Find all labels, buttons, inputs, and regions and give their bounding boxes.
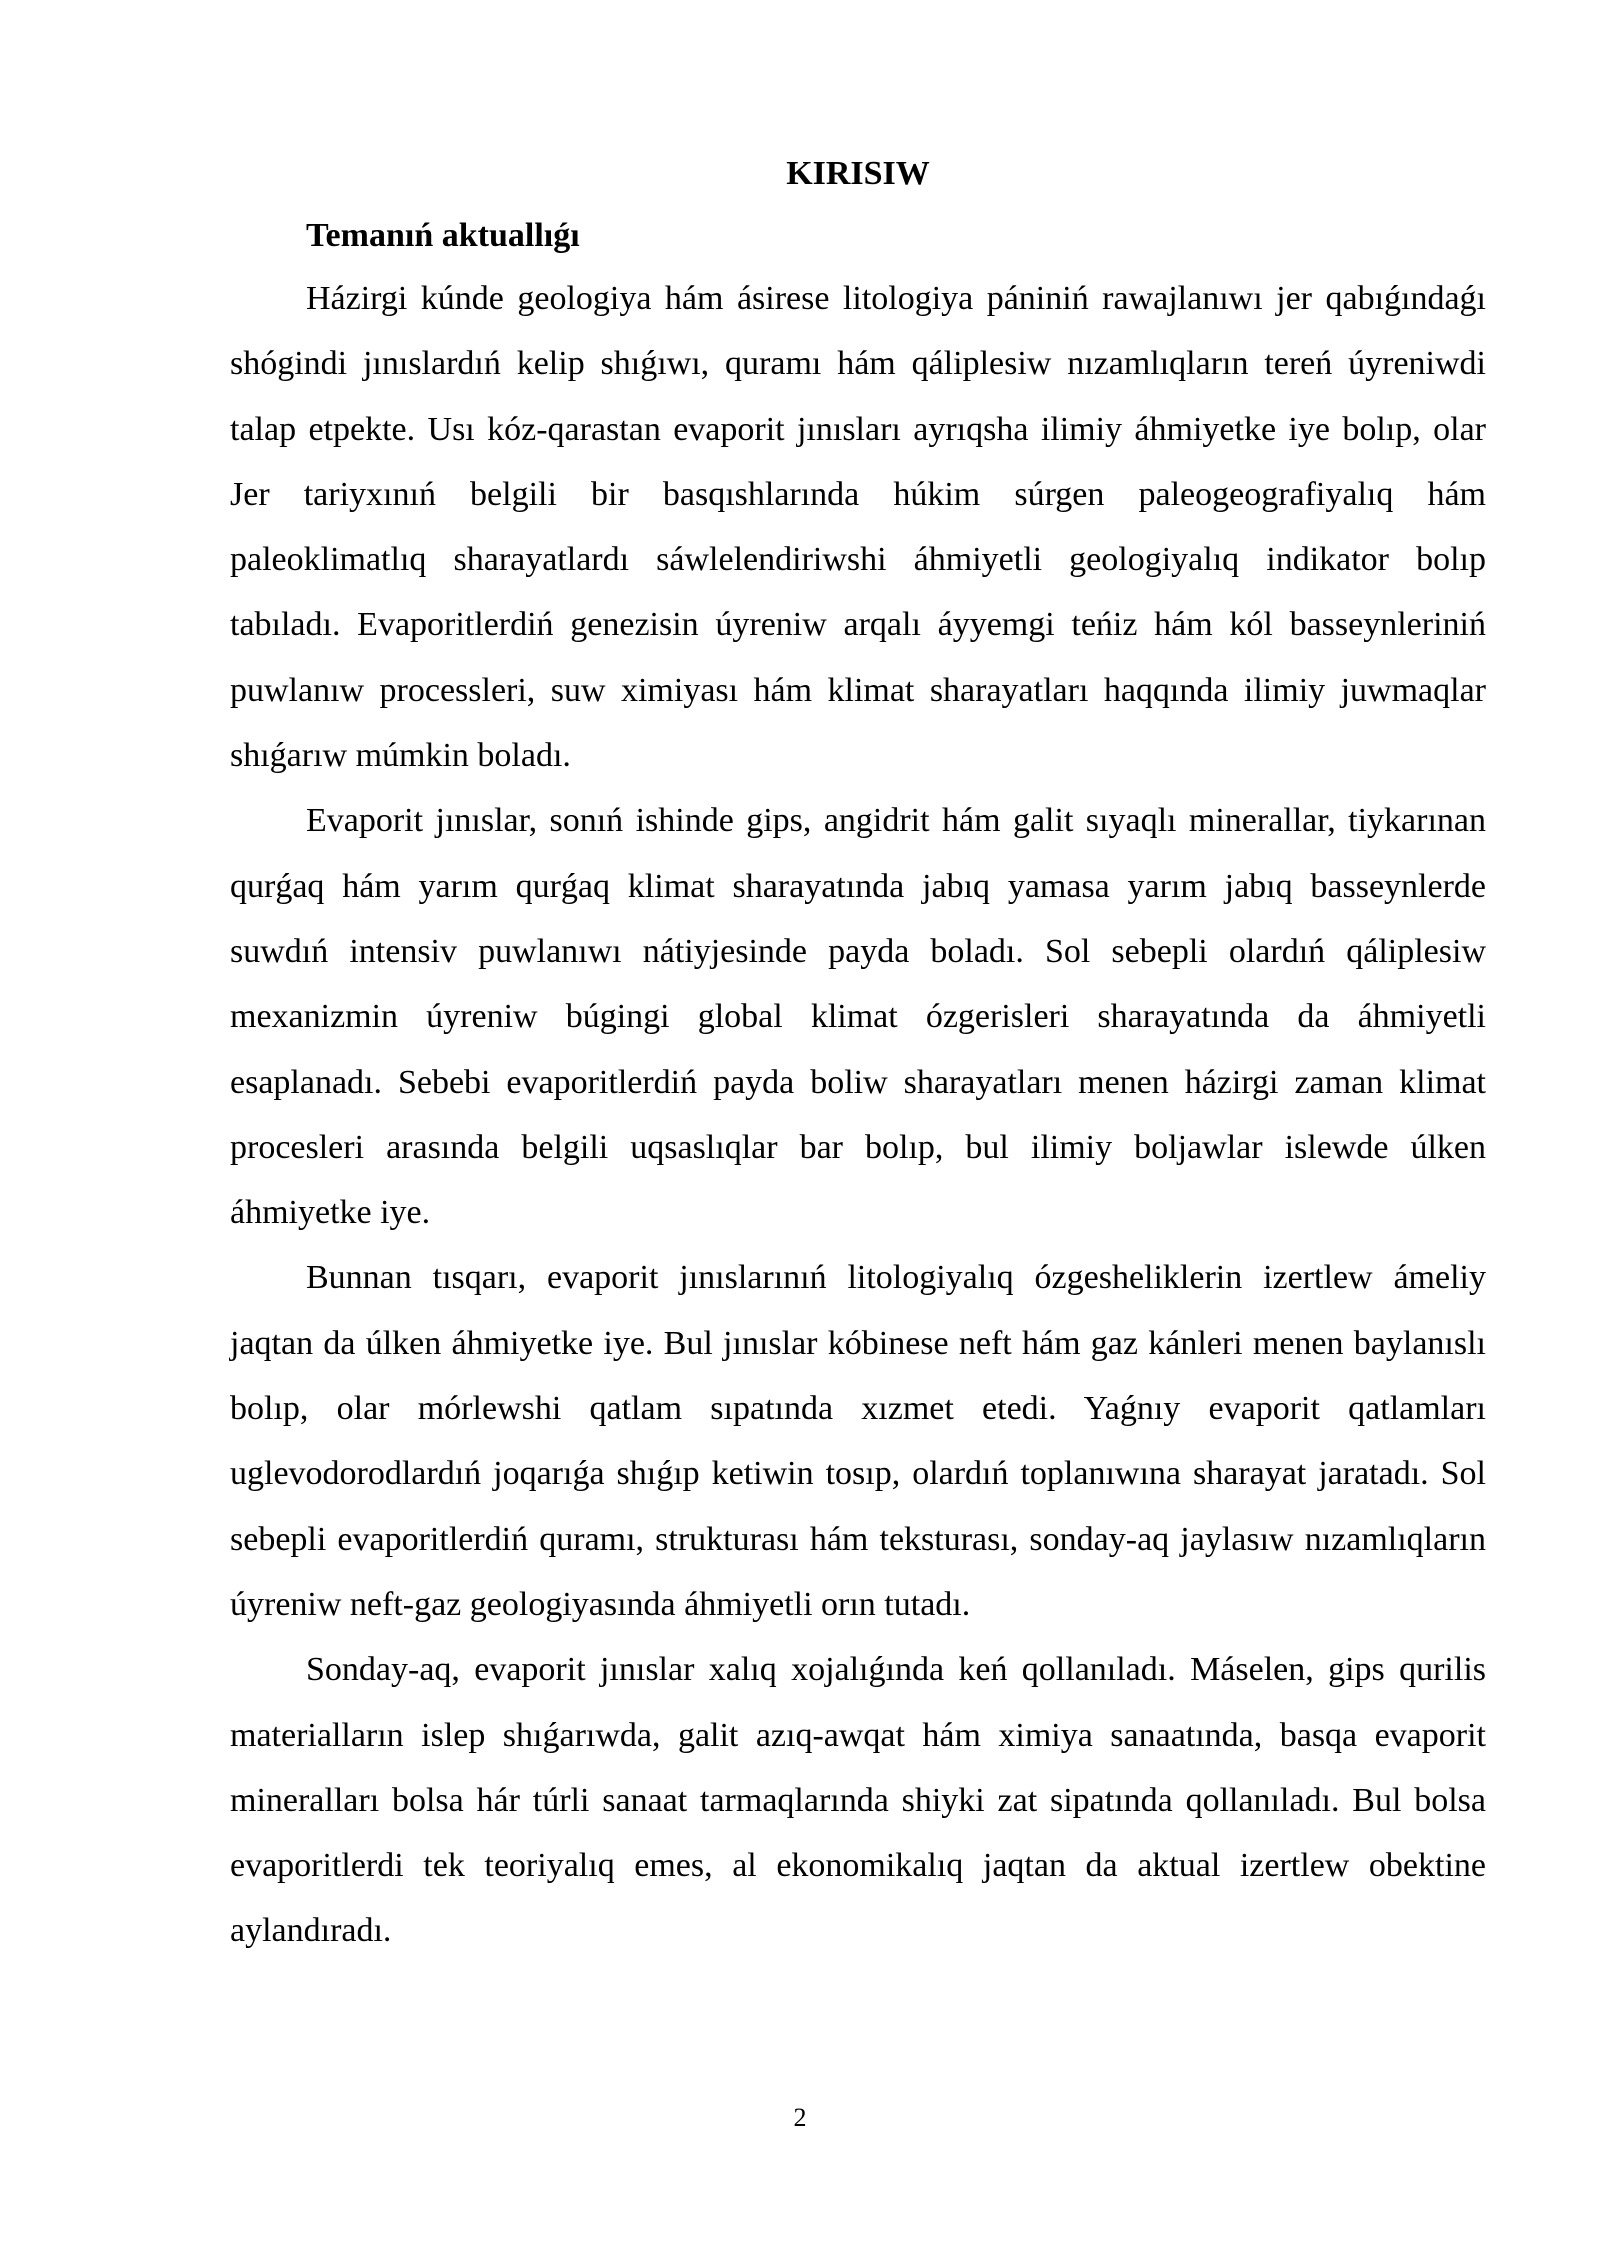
paragraph-3: Bunnan tısqarı, evaporit jınıslarınıń litologiyalıq ózgesheliklerin izertlew ámeliy jaqtan da úlken áhmiyetke iye. Bul jınıslar kóbinese neft hám gaz kánleri menen baylanıslı bolıp, olar mórlewshi qatlam sıpatında xızmet etedi. Yaǵnıy evaporit qatlamları uglevodorodlardıń joqarıǵa shıǵıp ketiwin tosıp, olardıń toplanıwına sharayat jaratadı. Sol sebepli evaporitlerdiń quramı, strukturası hám teksturası, sonday-aq jaylasıw nızamlıqların úyreniw neft-gaz geologiyasında áhmiyetli orın tutadı.: [230, 1259, 1486, 1623]
paragraph-2: Evaporit jınıslar, sonıń ishinde gips, angidrit hám galit sıyaqlı minerallar, tiykarınan qurǵaq hám yarım qurǵaq klimat sharayatında jabıq yamasa yarım jabıq basseynlerde suwdıń intensiv puwlanıwı nátiyjesinde payda boladı. Sol sebepli olardıń qáliplesiw mexanizmin úyreniw búgingi global klimat ózgerisleri sharayatında da áhmiyetli esaplanadı. Sebebi evaporitlerdiń payda boliw sharayatları menen házirgi zaman klimat procesleri arasında belgili uqsaslıqlar bar bolıp, bul ilimiy boljawlar islewde úlken áhmiyetke iye.: [230, 802, 1486, 1232]
page-number: 2: [793, 2103, 807, 2132]
document-page: [230, 150, 1486, 1964]
paragraph-4: Sonday-aq, evaporit jınıslar xalıq xojalıǵında keń qollanıladı. Máselen, gips qurilis materialların islep shıǵarıwda, galit azıq-awqat hám ximiya sanaatında, basqa evaporit mineralları bolsa hár túrli sanaat tarmaqlarında shiyki zat sipatında qollanıladı. Bul bolsa evaporitlerdi tek teoriyalıq emes, al ekonomikalıq jaqtan da aktual izertlew obektine aylandıradı.: [230, 1651, 1486, 1950]
document-title: KIRISIW: [786, 155, 930, 192]
section-heading: Temanıń aktuallıǵı: [306, 217, 580, 254]
paragraph-1: Házirgi kúnde geologiya hám ásirese litologiya pániniń rawajlanıwı jer qabıǵındaǵı shógindi jınıslardıń kelip shıǵıwı, quramı hám qáliplesiw nızamlıqların tereń úyreniwdi talap etpekte. Usı kóz-qarastan evaporit jınısları ayrıqsha ilimiy áhmiyetke iye bolıp, olar Jer tariyxınıń belgili bir basqıshlarında húkim súrgen paleogeografiyalıq hám paleoklimatlıq sharayatlardı sáwlelendiriwshi áhmiyetli geologiyalıq indikator bolıp tabıladı. Evaporitlerdiń genezisin úyreniw arqalı áyyemgi teńiz hám kól basseynleriniń puwlanıw processleri, suw ximiyası hám klimat sharayatları haqqında ilimiy juwmaqlar shıǵarıw múmkin boladı.: [230, 280, 1486, 775]
